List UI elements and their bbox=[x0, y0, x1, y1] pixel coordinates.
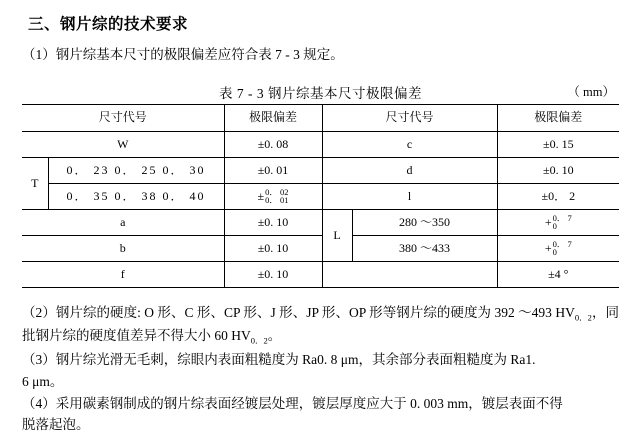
p2-part1: （2）钢片综的硬度: O 形、C 形、CP 形、J 形、JP 形、OP 形等钢片综的硬度为 392 ～493 HV bbox=[22, 304, 575, 320]
table-row bbox=[22, 209, 619, 235]
cell-code-t: T bbox=[22, 157, 48, 209]
table-row bbox=[22, 131, 619, 157]
section-heading: 三、钢片综的技术要求 bbox=[28, 16, 189, 33]
cell-dev-angle: ±4 ° bbox=[497, 261, 619, 287]
p2-end: 。 bbox=[267, 328, 282, 344]
table-title: 表 7 - 3 钢片综基本尺寸极限偏差 bbox=[219, 85, 422, 101]
dev-lower: 0 bbox=[552, 247, 557, 258]
paragraph-3-line2: 6 μm。 bbox=[22, 373, 64, 389]
cell-dev-t2 bbox=[224, 183, 322, 209]
document-page bbox=[0, 12, 641, 433]
p2-subscript1: 0．2 bbox=[574, 312, 592, 323]
cell-t-values-2: 0． 35 0． 38 0． 40 bbox=[48, 183, 224, 209]
dev-upper: 0． 7 bbox=[552, 238, 572, 249]
dev-fraction bbox=[553, 240, 572, 258]
dev-upper: 0． 02 bbox=[265, 186, 289, 197]
plus-sign: + bbox=[544, 240, 552, 255]
table-row bbox=[22, 183, 619, 209]
dev-upper: 0． 7 bbox=[552, 212, 572, 223]
cell-code-c: c bbox=[322, 131, 497, 157]
cell-code-w: W bbox=[22, 131, 224, 157]
cell-dev-d: ±0. 10 bbox=[497, 157, 619, 183]
cell-dev-L2 bbox=[497, 235, 619, 261]
cell-code-l: l bbox=[322, 183, 497, 209]
table-row bbox=[22, 235, 619, 261]
cell-code-b: b bbox=[22, 235, 224, 261]
cell-code-L-group: L bbox=[322, 209, 352, 261]
cell-dev-t1: ±0. 01 bbox=[224, 157, 322, 183]
header-deviation-right: 极限偏差 bbox=[497, 104, 619, 131]
table-row bbox=[22, 261, 619, 287]
p2-part2: ，同批钢片综的硬度值差异不得大小 60 HV bbox=[22, 304, 620, 344]
cell-code-f: f bbox=[22, 261, 224, 287]
paragraph-4-line2: 脱落起泡。 bbox=[22, 417, 90, 433]
table-row bbox=[22, 157, 619, 183]
paragraph-2 bbox=[22, 302, 619, 349]
spec-table bbox=[22, 104, 619, 288]
header-size-code-right: 尺寸代号 bbox=[322, 104, 497, 131]
cell-dev-l: ±0． 2 bbox=[497, 183, 619, 209]
dev-lower: 0． 01 bbox=[265, 195, 289, 206]
cell-code-a: a bbox=[22, 209, 224, 235]
cell-code-d: d bbox=[322, 157, 497, 183]
paragraph-3-line1: （3）钢片综光滑无毛刺，综眼内表面粗糙度为 Ra0. 8 μm，其余部分表面粗糙度为 Ra1. bbox=[22, 351, 536, 367]
cell-dev-w: ±0. 08 bbox=[224, 131, 322, 157]
body-text-block bbox=[0, 302, 641, 436]
pm-sign: ± bbox=[257, 188, 265, 203]
cell-dev-c: ±0. 15 bbox=[497, 131, 619, 157]
dev-fraction bbox=[265, 188, 288, 206]
paragraph-4-line1: （4）采用碳素钢制成的钢片综表面经镀层处理，镀层厚度应大于 0. 003 mm，镀层表面不得 bbox=[22, 395, 563, 411]
cell-L-range-1: 280 ～350 bbox=[352, 209, 497, 235]
cell-L-range-2: 380 ～433 bbox=[352, 235, 497, 261]
cell-code-empty bbox=[322, 261, 497, 287]
table-caption-row bbox=[0, 82, 641, 100]
header-size-code-left: 尺寸代号 bbox=[22, 104, 224, 131]
cell-dev-L1 bbox=[497, 209, 619, 235]
table-header-row bbox=[22, 104, 619, 131]
header-deviation-left: 极限偏差 bbox=[224, 104, 322, 131]
dev-fraction bbox=[553, 214, 572, 232]
dev-lower: 0 bbox=[552, 221, 557, 232]
cell-dev-b: ±0. 10 bbox=[224, 235, 322, 261]
paragraph-1: （1）钢片综基本尺寸的极限偏差应符合表 7 - 3 规定。 bbox=[22, 47, 344, 62]
plus-sign: + bbox=[544, 214, 552, 229]
cell-dev-f: ±0. 10 bbox=[224, 261, 322, 287]
cell-dev-a: ±0. 10 bbox=[224, 209, 322, 235]
p2-subscript2: 0．2 bbox=[250, 336, 268, 347]
table-unit: （ mm） bbox=[567, 84, 615, 99]
cell-t-values-1: 0． 23 0． 25 0． 30 bbox=[48, 157, 224, 183]
